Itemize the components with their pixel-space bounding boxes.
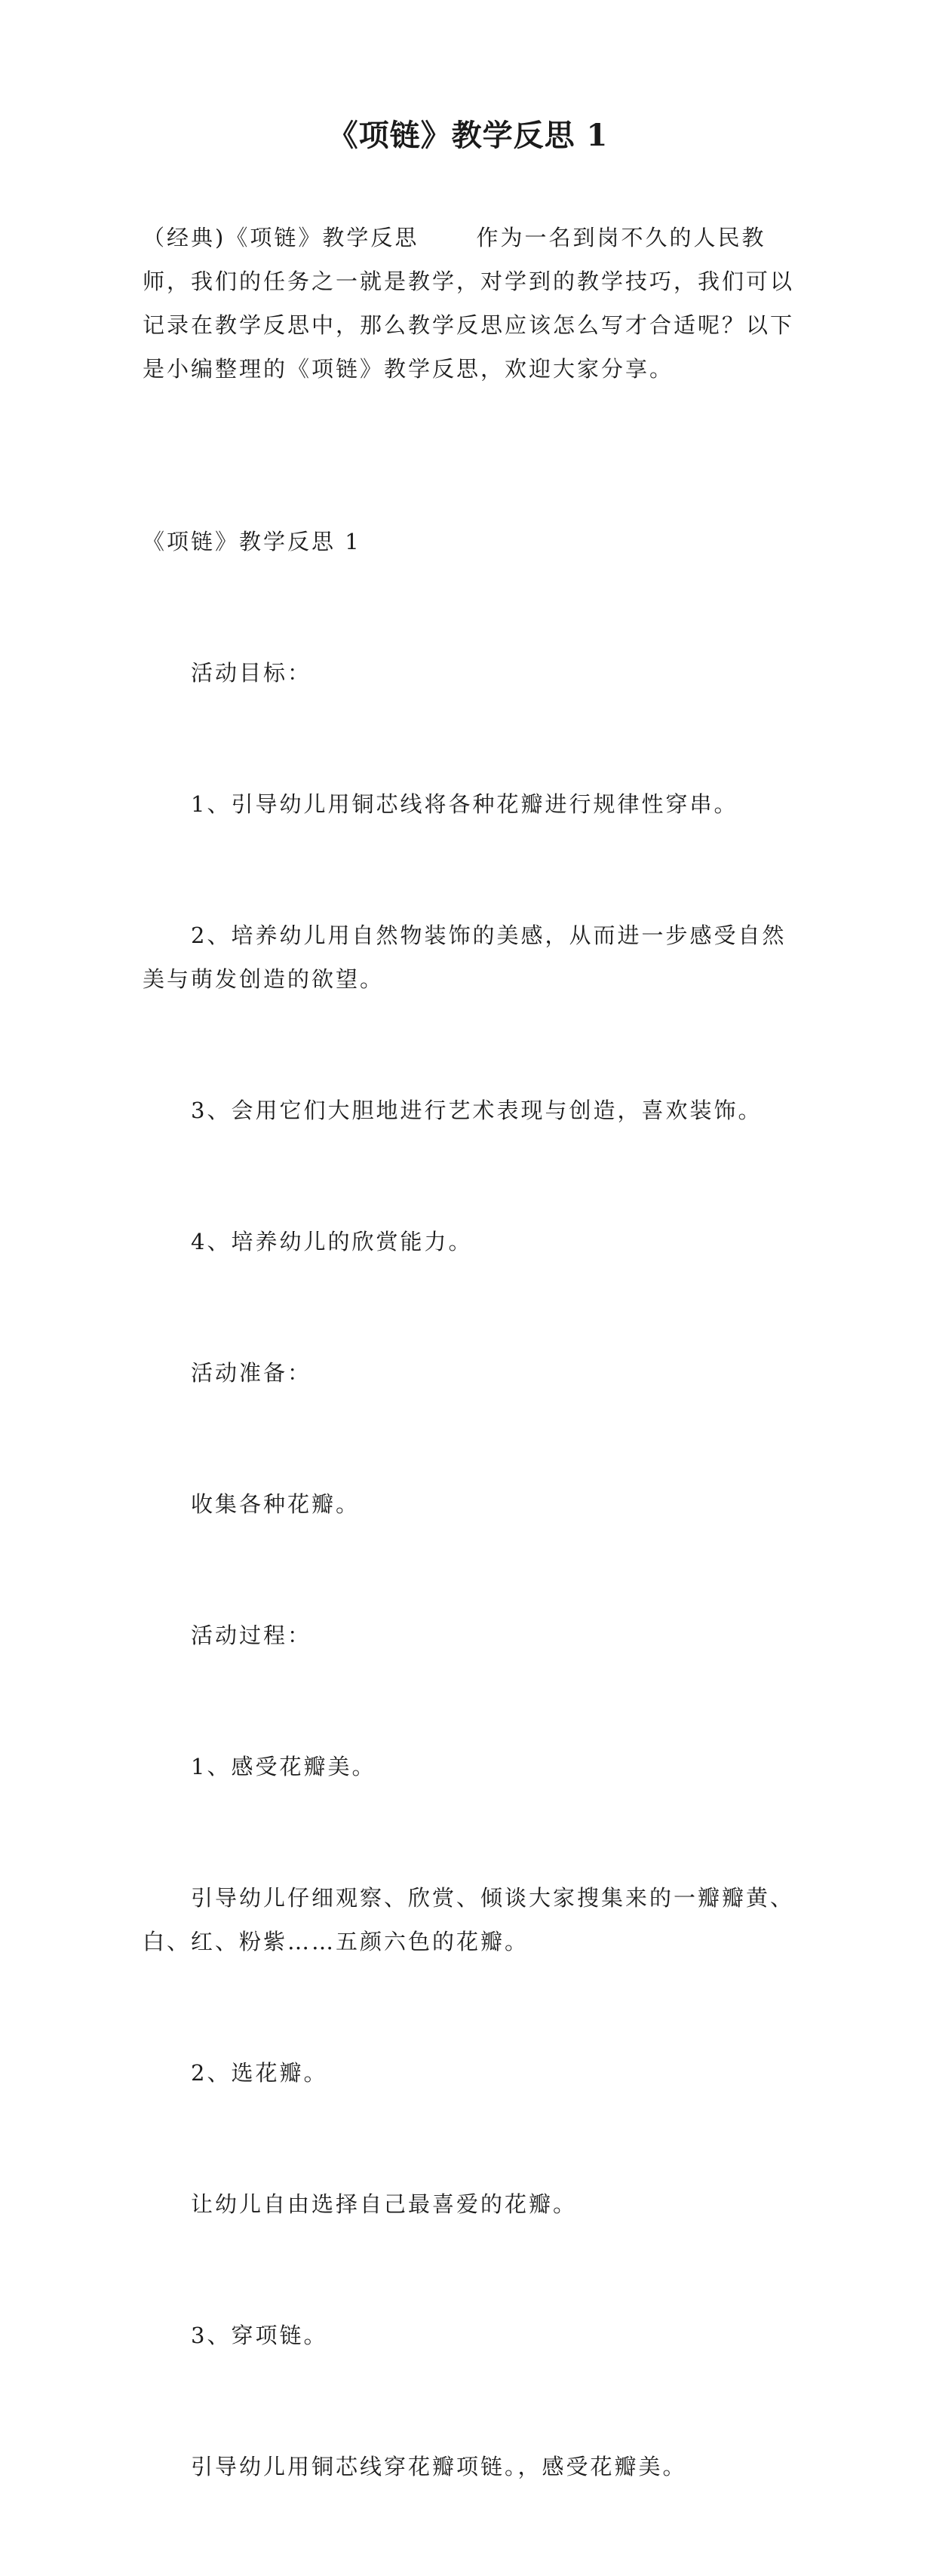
- paragraph-prep-label: 活动准备：: [191, 1360, 312, 1386]
- intro-paragraph: （经典)《项链》教学反思 作为一名到岗不久的人民教师，我们的任务之一就是教学，对学到的教学技巧，我们可以记录在教学反思中，那么教学反思应该怎么写才合适呢？以下是小编整理的《项链》教学反思，欢迎大家分享。: [143, 225, 795, 382]
- paragraph-goal-2: 2、培养幼儿用自然物装饰的美感，从而进一步感受自然美与萌发创造的欲望。: [143, 923, 787, 992]
- section-body: [143, 432, 795, 2576]
- paragraph-goal-1: 1、引导幼儿用铜芯线将各种花瓣进行规律性穿串。: [191, 791, 738, 817]
- paragraph-goal-3: 3、会用它们大胆地进行艺术表现与创造，喜欢装饰。: [191, 1098, 763, 1123]
- paragraph-step-3-detail: 引导幼儿用铜芯线穿花瓣项链。，感受花瓣美。: [191, 2454, 687, 2479]
- paragraph-step-2: 2、选花瓣。: [191, 2060, 328, 2086]
- paragraph-process-label: 活动过程：: [191, 1623, 312, 1648]
- section-heading: 《项链》教学反思 1: [143, 529, 361, 554]
- paragraph-step-1-detail: 引导幼儿仔细观察、欣赏、倾谈大家搜集来的一瓣瓣黄、白、红、粉紫……五颜六色的花瓣。: [143, 1885, 795, 1954]
- paragraph-prep-item: 收集各种花瓣。: [191, 1491, 361, 1517]
- document-title: 《项链》教学反思 1: [327, 118, 609, 153]
- paragraph-step-2-detail: 让幼儿自由选择自己最喜爱的花瓣。: [191, 2191, 578, 2217]
- paragraph-step-1: 1、感受花瓣美。: [191, 1754, 376, 1779]
- paragraph-goal-4: 4、培养幼儿的欣赏能力。: [191, 1229, 473, 1254]
- paragraph-goals-label: 活动目标：: [191, 660, 312, 686]
- paragraph-step-3: 3、穿项链。: [191, 2323, 328, 2348]
